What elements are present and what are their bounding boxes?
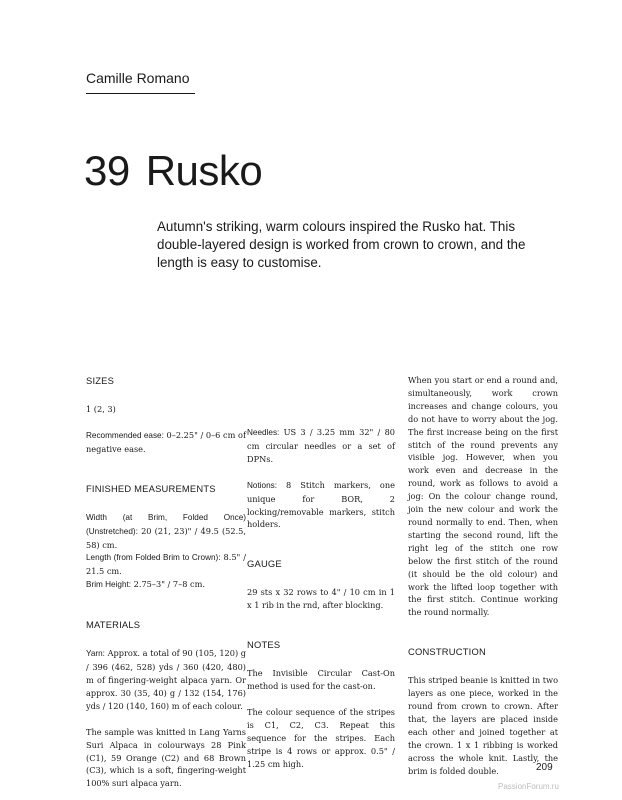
construction-text: This striped beanie is knitted in two layers as one piece, worked in the round from crown to crown. After that, the layers are placed inside each other and joined together at the crown. 1 x 1 ribbing is worked across the whole knit. Lastly, the brim is folded double. <box>408 675 558 776</box>
needles-text: US 3 / 3.25 mm 32" / 80 cm circular needles or a set of DPNs. <box>247 427 395 464</box>
needles-paragraph <box>247 426 395 466</box>
sizes-values: 1 (2, 3) <box>86 404 116 414</box>
author-name: Camille Romano <box>86 70 190 86</box>
length-text: 8.5" / 21.5 cm. <box>86 552 247 577</box>
width-paragraph <box>86 511 246 552</box>
yarn-text: Approx. a total of 90 (105, 120) g / 396 (462, 528) yds / 360 (420, 480) m of fingering-weight alpaca yarn. Or approx. 30 (35, 40) g / 132 (154, 176) yds / 120 (140, 160) m of each colour. <box>86 648 247 711</box>
gauge-text: 29 sts x 32 rows to 4" / 10 cm in 1 x 1 rib in the rnd, after blocking. <box>247 587 395 611</box>
column-1 <box>86 374 246 790</box>
width-text: 20 (21, 23)" / 49.5 (52.5, 58) cm. <box>86 525 246 550</box>
yarn-label: Yarn: <box>86 649 105 659</box>
length-label: Length (from Folded Brim to Crown): <box>86 553 221 563</box>
materials-heading: MATERIALS <box>86 619 141 631</box>
ease-label: Recommended ease: <box>86 430 164 440</box>
notes-paragraph-3-continued: When you start or end a round and, simultaneously, work crown increases and change colours, you do not have to worry about the jog. The first increase being on the first stitch of the round prevents any visible jog. However, when you work even and decrease in the round, work as follows to avoid a jog: On the colour change round, join the new colour and work the round normally to end. Then, when starting the second round, lift the right leg of the stitch one row below the first stitch of the round (it should be the old colour) and work the lifted loop together with the first stitch. Continue working the round normally. <box>408 375 558 618</box>
brim-paragraph <box>86 578 246 592</box>
ease-paragraph <box>86 429 246 456</box>
page-title <box>84 147 263 194</box>
notions-text: 8 Stitch markers, one unique for BOR, 2 locking/removable markers, stitch holders. <box>247 479 395 530</box>
needles-label: Needles: <box>247 428 280 437</box>
notes-paragraph-1: The Invisible Circular Cast-On method is used for the cast-on. <box>247 668 395 692</box>
gauge-heading: GAUGE <box>247 558 282 570</box>
construction-heading: CONSTRUCTION <box>408 646 486 658</box>
brim-text: 2.75–3" / 7–8 cm. <box>133 579 205 590</box>
pattern-number: 39 <box>84 147 130 194</box>
brim-label: Brim Height: <box>86 580 132 590</box>
ease-text: 0–2.25" / 0–6 cm of negative ease. <box>86 429 246 454</box>
width-label: Width (at Brim, Folded Once) (Unstretched): <box>86 512 246 536</box>
author-underline <box>86 93 195 94</box>
finished-measurements-heading: FINISHED MEASUREMENTS <box>86 482 216 494</box>
sample-paragraph: The sample was knitted in Lang Yarns Suri Alpaca in colourways 28 Pink (C1), 59 Orange (C2) and 68 Brown (C3), which is a soft, fingering-weight 100% suri alpaca yarn. <box>86 726 246 789</box>
watermark: PassionForum.ru <box>498 782 559 791</box>
yarn-paragraph <box>86 647 246 713</box>
column-3 <box>408 374 558 777</box>
notes-paragraph-2: The colour sequence of the stripes is C1, C2, C3. Repeat this sequence for the stripes. Each stripe is 4 rows or approx. 0.5" / 1.25 cm high. <box>247 706 395 769</box>
notions-label: Notions: <box>247 480 278 490</box>
page-number: 209 <box>536 762 553 773</box>
sizes-heading: SIZES <box>86 375 115 386</box>
notes-heading: NOTES <box>247 639 281 651</box>
pattern-name: Rusko <box>145 147 263 194</box>
intro-paragraph: Autumn's striking, warm colours inspired the Rusko hat. This double-layered design is worked from crown to crown, and the length is easy to customise. <box>157 219 526 270</box>
length-paragraph <box>86 551 246 578</box>
notions-paragraph <box>247 479 395 532</box>
column-2 <box>247 374 395 784</box>
